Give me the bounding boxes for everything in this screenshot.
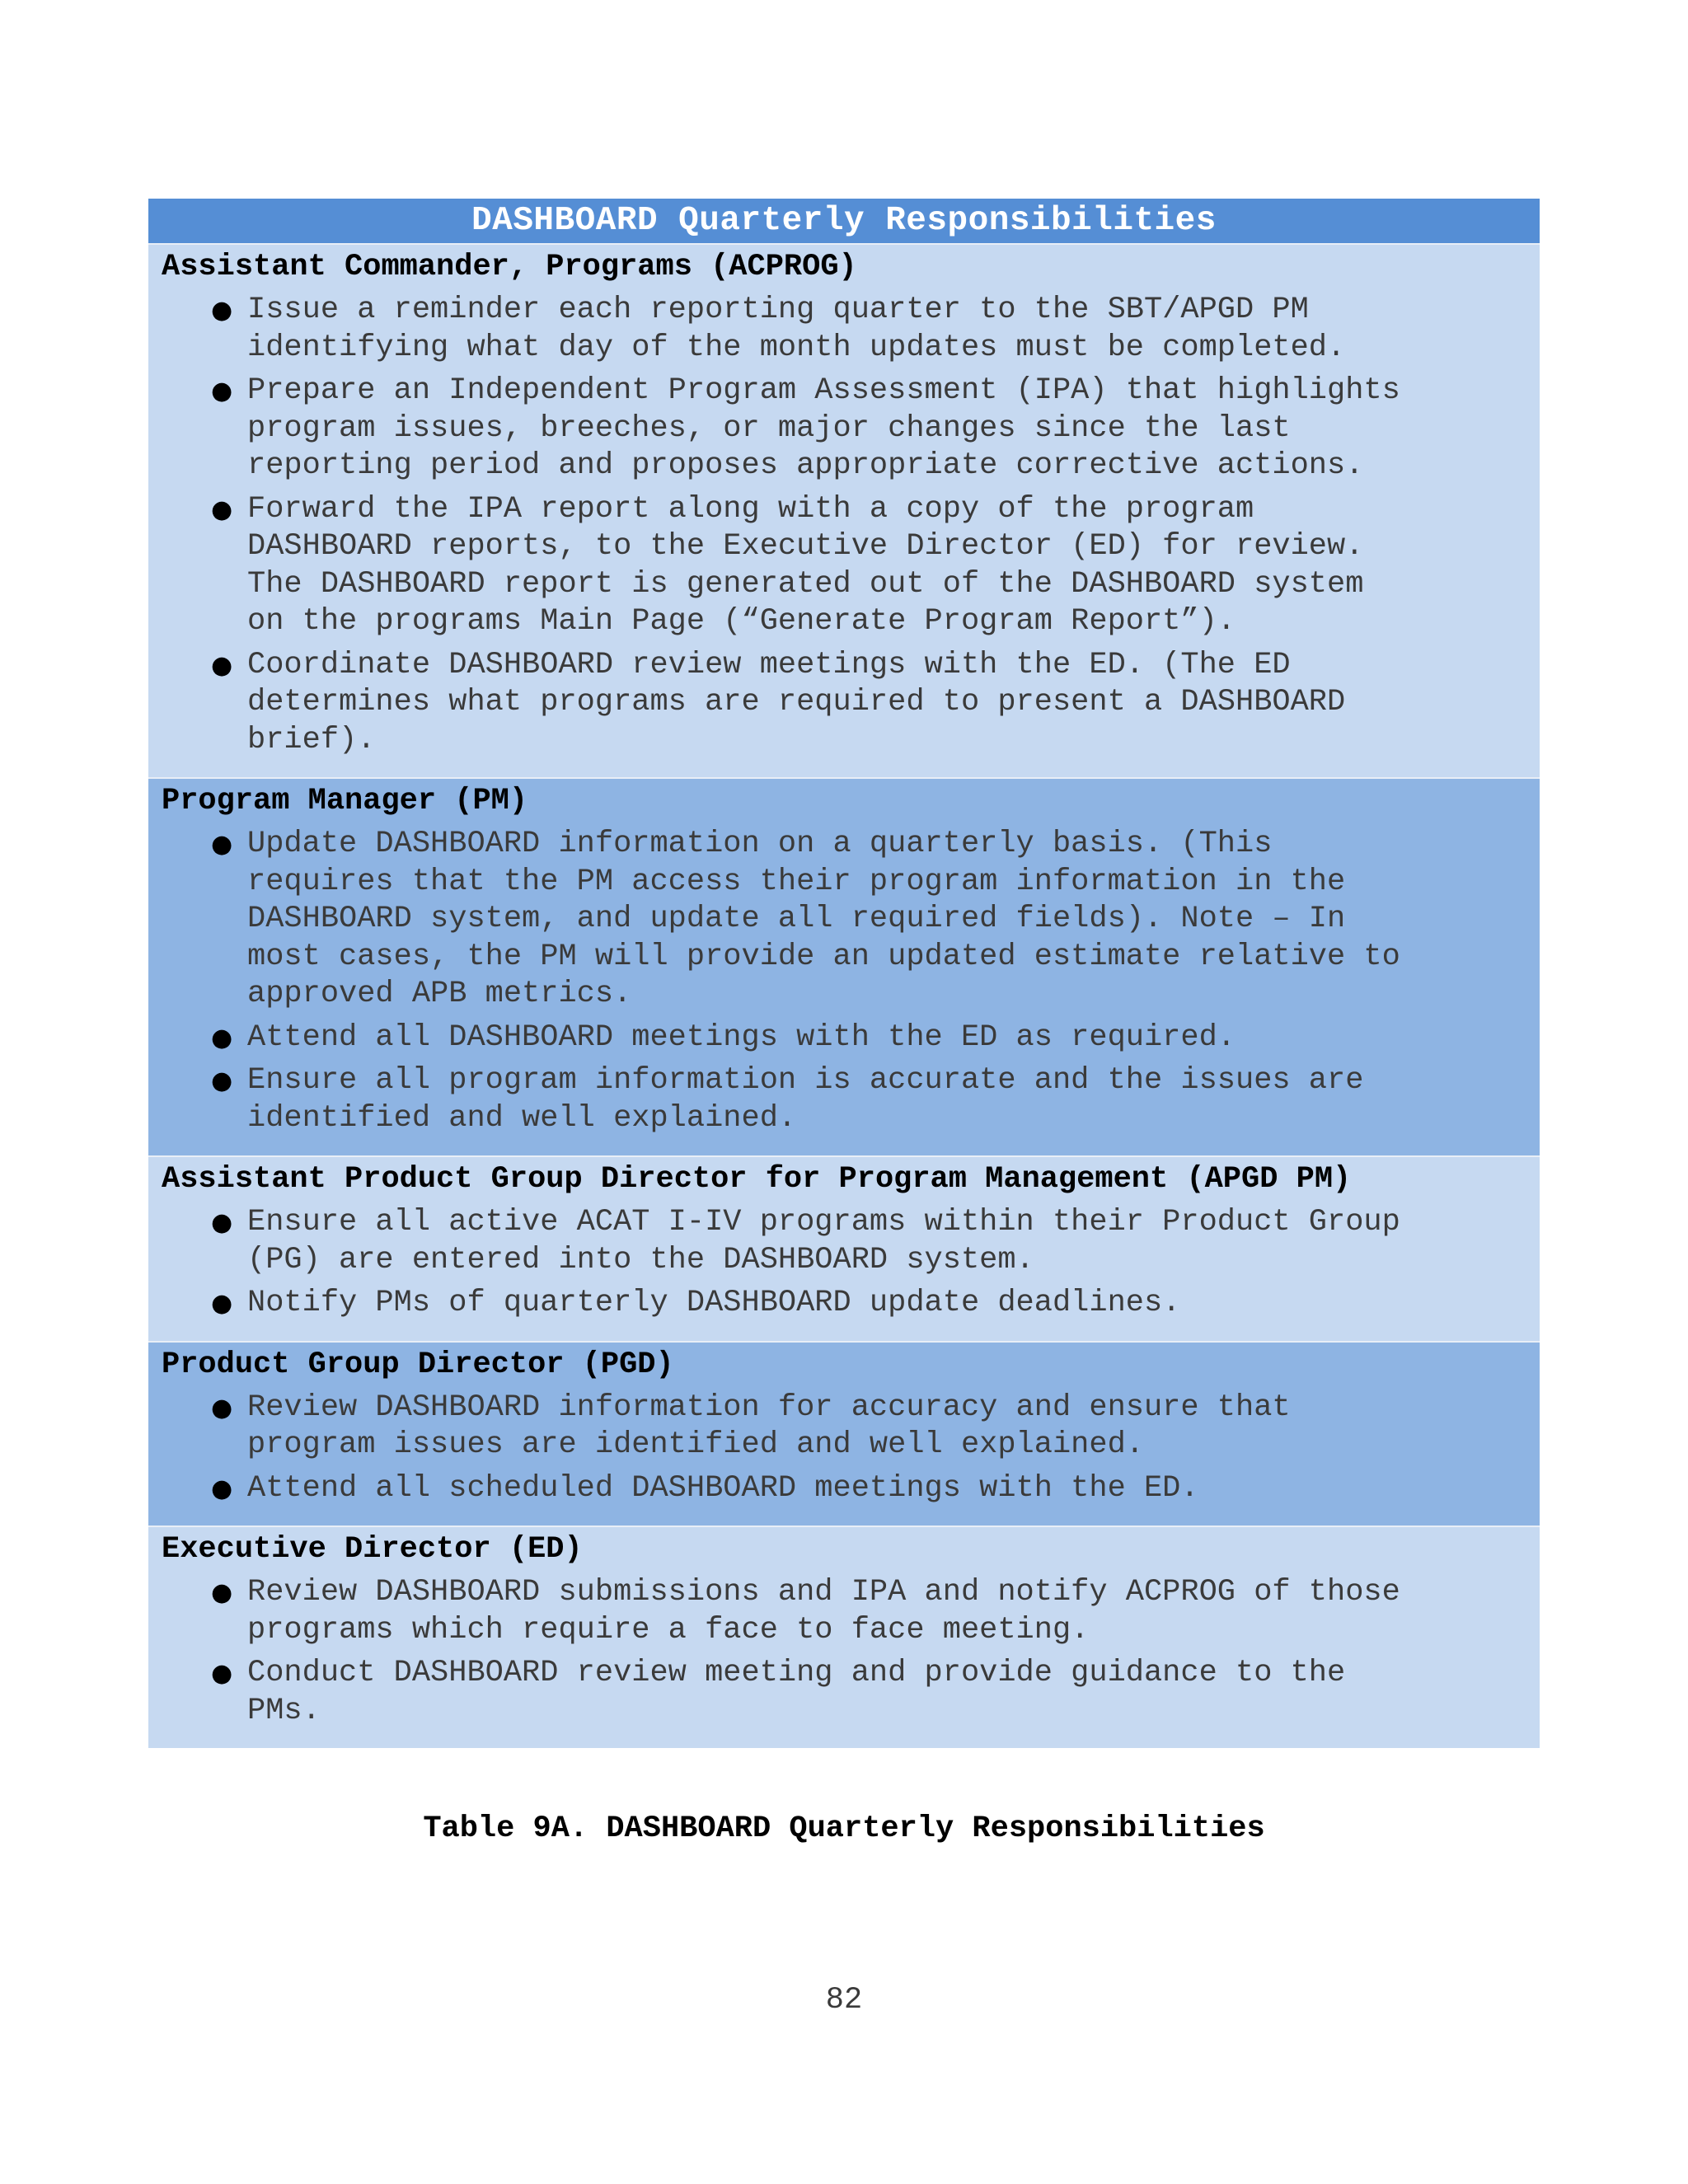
section-title: Assistant Product Group Director for Program Management (APGD PM) xyxy=(162,1162,1352,1197)
bullet-icon: ● xyxy=(211,1023,233,1052)
bullet-icon: ● xyxy=(211,296,233,325)
list-item-text: Ensure all program information is accurate and the issues are identified and well explained. xyxy=(247,1063,1364,1136)
responsibility-list xyxy=(162,826,1526,1137)
bullet-icon: ● xyxy=(211,1578,233,1607)
responsibility-list xyxy=(162,1574,1526,1730)
section-title: Executive Director (ED) xyxy=(162,1532,583,1567)
responsibility-list xyxy=(162,1204,1526,1323)
table-section xyxy=(148,777,1540,1155)
bullet-icon: ● xyxy=(211,1289,233,1318)
list-item xyxy=(162,1655,1526,1730)
table-title: DASHBOARD Quarterly Responsibilities xyxy=(148,199,1540,243)
list-item xyxy=(162,1204,1526,1279)
page-number: 82 xyxy=(825,1983,863,2018)
list-item xyxy=(162,826,1526,1014)
section-title: Assistant Commander, Programs (ACPROG) xyxy=(162,250,857,284)
table-section xyxy=(148,1526,1540,1748)
list-item-text: Attend all scheduled DASHBOARD meetings with the ED. xyxy=(247,1470,1199,1506)
list-item-text: Ensure all active ACAT I-IV programs within their Product Group (PG) are entered into the DASHBOARD system. xyxy=(247,1205,1400,1277)
table-sections xyxy=(148,243,1540,1748)
list-item xyxy=(162,1390,1526,1465)
section-title: Program Manager (PM) xyxy=(162,784,528,818)
list-item-text: Attend all DASHBOARD meetings with the ED as required. xyxy=(247,1019,1236,1055)
list-item-text: Issue a reminder each reporting quarter to the SBT/APGD PM identifying what day of the month updates must be completed. xyxy=(247,293,1346,365)
list-item-text: Coordinate DASHBOARD review meetings with the ED. (The ED determines what programs are required to present a DASHBOARD brief). xyxy=(247,647,1346,757)
list-item xyxy=(162,373,1526,485)
list-item-text: Review DASHBOARD submissions and IPA and notify ACPROG of those programs which require a face to face meeting. xyxy=(247,1575,1400,1647)
list-item-text: Prepare an Independent Program Assessment (IPA) that highlights program issues, breeches, or major changes since the last reporting period and proposes appropriate corrective actions. xyxy=(247,373,1400,483)
table-section xyxy=(148,243,1540,777)
bullet-icon: ● xyxy=(211,1474,233,1503)
bullet-icon: ● xyxy=(211,494,233,524)
list-item-text: Notify PMs of quarterly DASHBOARD update deadlines. xyxy=(247,1286,1181,1320)
list-item xyxy=(162,647,1526,760)
list-item-text: Update DASHBOARD information on a quarterly basis. (This requires that the PM access their program information in the DASHBOARD system, and update all required fields). Note – In most cases, the PM will provide an updated estimate relative to approved APB metrics. xyxy=(247,827,1400,1011)
list-item xyxy=(162,1574,1526,1649)
bullet-icon: ● xyxy=(211,1066,233,1095)
table-section xyxy=(148,1341,1540,1526)
list-item xyxy=(162,292,1526,367)
table-caption: Table 9A. DASHBOARD Quarterly Responsibilities xyxy=(423,1811,1265,1846)
list-item xyxy=(162,1470,1526,1508)
bullet-icon: ● xyxy=(211,830,233,859)
bullet-icon: ● xyxy=(211,377,233,405)
list-item-text: Forward the IPA report along with a copy of the program DASHBOARD reports, to the Executive Director (ED) for review. The DASHBOARD report is generated out of the DASHBOARD system on the programs Main Page (“Generate Program Report”). xyxy=(247,491,1364,639)
section-title: Product Group Director (PGD) xyxy=(162,1347,674,1382)
bullet-icon: ● xyxy=(211,1208,233,1237)
list-item-text: Review DASHBOARD information for accuracy and ensure that program issues are identified and well explained. xyxy=(247,1390,1291,1462)
responsibility-list xyxy=(162,292,1526,759)
table-section xyxy=(148,1155,1540,1341)
list-item xyxy=(162,1062,1526,1137)
bullet-icon: ● xyxy=(211,1393,233,1422)
list-item-text: Conduct DASHBOARD review meeting and provide guidance to the PMs. xyxy=(247,1656,1346,1728)
responsibilities-table xyxy=(148,199,1540,1748)
bullet-icon: ● xyxy=(211,650,233,680)
list-item xyxy=(162,491,1526,641)
list-item xyxy=(162,1285,1526,1323)
responsibility-list xyxy=(162,1390,1526,1508)
list-item xyxy=(162,1019,1526,1057)
bullet-icon: ● xyxy=(211,1659,233,1688)
